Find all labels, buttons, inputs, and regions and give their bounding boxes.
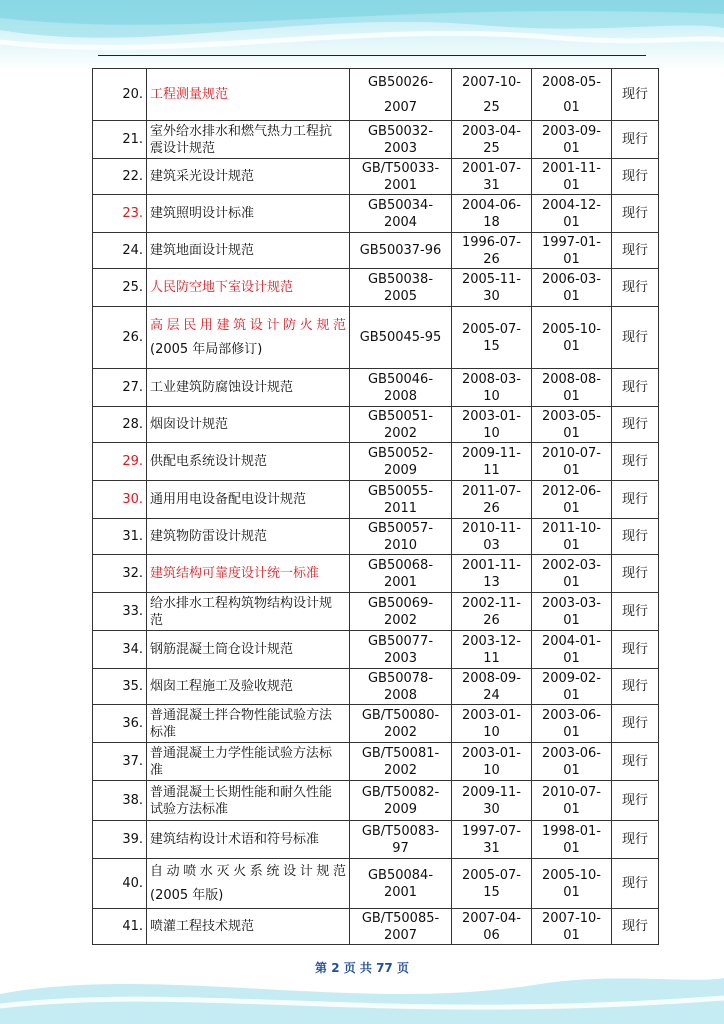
effective-date: 2010-07- 01: [532, 443, 612, 481]
standard-code: GB/T50080- 2002: [350, 705, 452, 743]
standard-name: [147, 705, 350, 743]
effective-date: 2003-03- 01: [532, 593, 612, 631]
table-row: [93, 669, 659, 705]
table-row: [93, 369, 659, 407]
page-number: 第 2 页 共 77 页: [315, 961, 409, 975]
row-number: 21.: [93, 121, 147, 159]
table-row: [93, 909, 659, 945]
row-number: 25.: [93, 269, 147, 307]
standard-name: [147, 631, 350, 669]
effective-date: 2007-10- 01: [532, 909, 612, 945]
standard-code: GB50078- 2008: [350, 669, 452, 705]
standard-name: [147, 121, 350, 159]
standard-code: GB50051- 2002: [350, 407, 452, 443]
publish-date: 2011-07- 26: [452, 481, 532, 519]
table-row: [93, 481, 659, 519]
status-label: 现行: [612, 481, 659, 519]
standard-code: GB/T50082- 2009: [350, 781, 452, 821]
effective-date: 1997-01- 01: [532, 233, 612, 269]
status-label: 现行: [612, 821, 659, 859]
publish-date: 2005-07- 15: [452, 859, 532, 909]
standard-name-line: 普通混凝土力学性能试验方法标: [150, 745, 333, 761]
standards-table: [92, 68, 659, 945]
status-label: 现行: [612, 159, 659, 195]
standard-name: [147, 195, 350, 233]
row-number: 34.: [93, 631, 147, 669]
table-row: [93, 781, 659, 821]
publish-date: 2003-04- 25: [452, 121, 532, 159]
standard-name-line: 自动喷水灭火系统设计规范: [150, 863, 346, 879]
standard-code: GB50077- 2003: [350, 631, 452, 669]
status-label: 现行: [612, 593, 659, 631]
standard-name-line: 供配电系统设计规范: [150, 454, 268, 469]
status-label: 现行: [612, 233, 659, 269]
standard-code: GB50068- 2001: [350, 555, 452, 593]
standard-name: [147, 407, 350, 443]
publish-date: 2007-10- 25: [452, 69, 532, 121]
table-row: [93, 407, 659, 443]
row-number: 32.: [93, 555, 147, 593]
standard-code: GB/T50081- 2002: [350, 743, 452, 781]
standard-name-line: 通用用电设备配电设计规范: [150, 492, 307, 507]
standard-name: [147, 555, 350, 593]
standard-name-line: 普通混凝土拌合物性能试验方法: [150, 707, 333, 723]
row-number: 24.: [93, 233, 147, 269]
standard-name: [147, 69, 350, 121]
effective-date: 1998-01- 01: [532, 821, 612, 859]
standard-code: GB50038- 2005: [350, 269, 452, 307]
row-number: 33.: [93, 593, 147, 631]
standard-code: GB50057- 2010: [350, 519, 452, 555]
standard-code: GB50055- 2011: [350, 481, 452, 519]
standard-name-line: 高层民用建筑设计防火规范: [150, 317, 346, 333]
standard-code: GB50037-96: [350, 233, 452, 269]
standard-name-line: 试验方法标准: [150, 801, 229, 817]
effective-date: 2006-03- 01: [532, 269, 612, 307]
table-row: [93, 821, 659, 859]
status-label: 现行: [612, 743, 659, 781]
publish-date: 2003-01- 10: [452, 407, 532, 443]
standard-name-line: (2005 年版): [150, 887, 224, 903]
standard-code: GB50069- 2002: [350, 593, 452, 631]
standard-name-line: 室外给水排水和燃气热力工程抗: [150, 123, 333, 139]
standard-name: [147, 593, 350, 631]
row-number: 28.: [93, 407, 147, 443]
publish-date: 2001-11- 13: [452, 555, 532, 593]
standard-code: GB/T50085- 2007: [350, 909, 452, 945]
standard-name-line: 建筑结构设计术语和符号标准: [150, 832, 320, 847]
publish-date: 1996-07- 26: [452, 233, 532, 269]
standard-code: GB50052- 2009: [350, 443, 452, 481]
standard-name-line: (2005 年局部修订): [150, 341, 263, 357]
table-row: [93, 555, 659, 593]
publish-date: 2010-11- 03: [452, 519, 532, 555]
standard-code: GB50032- 2003: [350, 121, 452, 159]
status-label: 现行: [612, 307, 659, 369]
status-label: 现行: [612, 443, 659, 481]
standard-name-line: 烟囱工程施工及验收规范: [150, 679, 294, 694]
standard-name: [147, 233, 350, 269]
table-row: [93, 519, 659, 555]
status-label: 现行: [612, 269, 659, 307]
status-label: 现行: [612, 705, 659, 743]
effective-date: 2005-10- 01: [532, 859, 612, 909]
status-label: 现行: [612, 407, 659, 443]
status-label: 现行: [612, 669, 659, 705]
standard-name: [147, 743, 350, 781]
table-row: [93, 233, 659, 269]
standard-name-line: 烟囱设计规范: [150, 417, 229, 432]
standard-name: [147, 669, 350, 705]
publish-date: 2009-11- 11: [452, 443, 532, 481]
publish-date: 2005-11- 30: [452, 269, 532, 307]
effective-date: 2005-10- 01: [532, 307, 612, 369]
standard-name: [147, 443, 350, 481]
table-row: [93, 195, 659, 233]
header-rule: [98, 55, 646, 56]
standard-name-line: 工程测量规范: [150, 87, 229, 102]
effective-date: 2004-01- 01: [532, 631, 612, 669]
standard-name-line: 建筑地面设计规范: [150, 243, 255, 258]
status-label: 现行: [612, 369, 659, 407]
table-row: [93, 69, 659, 121]
status-label: 现行: [612, 69, 659, 121]
publish-date: 2003-01- 10: [452, 705, 532, 743]
status-label: 现行: [612, 121, 659, 159]
standard-code: GB50034- 2004: [350, 195, 452, 233]
effective-date: 2012-06- 01: [532, 481, 612, 519]
table-row: [93, 443, 659, 481]
row-number: 23.: [93, 195, 147, 233]
effective-date: 2008-05- 01: [532, 69, 612, 121]
effective-date: 2002-03- 01: [532, 555, 612, 593]
row-number: 39.: [93, 821, 147, 859]
effective-date: 2010-07- 01: [532, 781, 612, 821]
standard-name-line: 建筑物防雷设计规范: [150, 529, 268, 544]
effective-date: 2003-06- 01: [532, 705, 612, 743]
standard-name-line: 标准: [150, 724, 177, 740]
table-row: [93, 159, 659, 195]
status-label: 现行: [612, 909, 659, 945]
row-number: 27.: [93, 369, 147, 407]
standard-code: GB50046- 2008: [350, 369, 452, 407]
table-row: [93, 631, 659, 669]
standard-name-line: 范: [150, 612, 164, 628]
standard-code: GB50045-95: [350, 307, 452, 369]
row-number: 35.: [93, 669, 147, 705]
standard-name: [147, 159, 350, 195]
standard-name: [147, 481, 350, 519]
row-number: 36.: [93, 705, 147, 743]
publish-date: 2005-07- 15: [452, 307, 532, 369]
table-row: [93, 743, 659, 781]
standard-name: [147, 369, 350, 407]
publish-date: 2009-11- 30: [452, 781, 532, 821]
row-number: 40.: [93, 859, 147, 909]
row-number: 22.: [93, 159, 147, 195]
publish-date: 2004-06- 18: [452, 195, 532, 233]
status-label: 现行: [612, 631, 659, 669]
effective-date: 2001-11- 01: [532, 159, 612, 195]
effective-date: 2003-05- 01: [532, 407, 612, 443]
standard-name: [147, 781, 350, 821]
standard-code: GB/T50033- 2001: [350, 159, 452, 195]
table-row: [93, 269, 659, 307]
standard-code: GB/T50083- 97: [350, 821, 452, 859]
table-row: [93, 705, 659, 743]
standard-name: [147, 307, 350, 369]
status-label: 现行: [612, 555, 659, 593]
publish-date: 2001-07- 31: [452, 159, 532, 195]
standard-name-line: 准: [150, 762, 164, 778]
standard-name-line: 建筑结构可靠度设计统一标准: [150, 566, 320, 581]
table-row: [93, 121, 659, 159]
standard-name-line: 建筑采光设计规范: [150, 169, 255, 184]
publish-date: 2003-01- 10: [452, 743, 532, 781]
effective-date: 2004-12- 01: [532, 195, 612, 233]
publish-date: 2008-09- 24: [452, 669, 532, 705]
row-number: 20.: [93, 69, 147, 121]
standard-name-line: 钢筋混凝土筒仓设计规范: [150, 642, 294, 657]
standard-code: GB50084- 2001: [350, 859, 452, 909]
status-label: 现行: [612, 519, 659, 555]
standard-name-line: 人民防空地下室设计规范: [150, 280, 294, 295]
row-number: 37.: [93, 743, 147, 781]
publish-date: 1997-07- 31: [452, 821, 532, 859]
effective-date: 2008-08- 01: [532, 369, 612, 407]
table-row: [93, 307, 659, 369]
standard-code: GB50026- 2007: [350, 69, 452, 121]
publish-date: 2002-11- 26: [452, 593, 532, 631]
row-number: 31.: [93, 519, 147, 555]
row-number: 38.: [93, 781, 147, 821]
effective-date: 2003-09- 01: [532, 121, 612, 159]
standard-name: [147, 821, 350, 859]
row-number: 26.: [93, 307, 147, 369]
row-number: 30.: [93, 481, 147, 519]
effective-date: 2009-02- 01: [532, 669, 612, 705]
standard-name: [147, 859, 350, 909]
row-number: 29.: [93, 443, 147, 481]
standard-name-line: 普通混凝土长期性能和耐久性能: [150, 784, 333, 800]
standard-name-line: 工业建筑防腐蚀设计规范: [150, 380, 294, 395]
status-label: 现行: [612, 859, 659, 909]
effective-date: 2011-10- 01: [532, 519, 612, 555]
row-number: 41.: [93, 909, 147, 945]
standard-name-line: 喷灌工程技术规范: [150, 919, 255, 934]
publish-date: 2008-03- 10: [452, 369, 532, 407]
status-label: 现行: [612, 195, 659, 233]
table-row: [93, 859, 659, 909]
effective-date: 2003-06- 01: [532, 743, 612, 781]
status-label: 现行: [612, 781, 659, 821]
standard-name-line: 建筑照明设计标准: [150, 206, 255, 221]
standard-name: [147, 909, 350, 945]
publish-date: 2003-12- 11: [452, 631, 532, 669]
publish-date: 2007-04- 06: [452, 909, 532, 945]
standard-name: [147, 519, 350, 555]
standard-name: [147, 269, 350, 307]
standard-name-line: 给水排水工程构筑物结构设计规: [150, 595, 333, 611]
table-row: [93, 593, 659, 631]
standard-name-line: 震设计规范: [150, 140, 216, 156]
